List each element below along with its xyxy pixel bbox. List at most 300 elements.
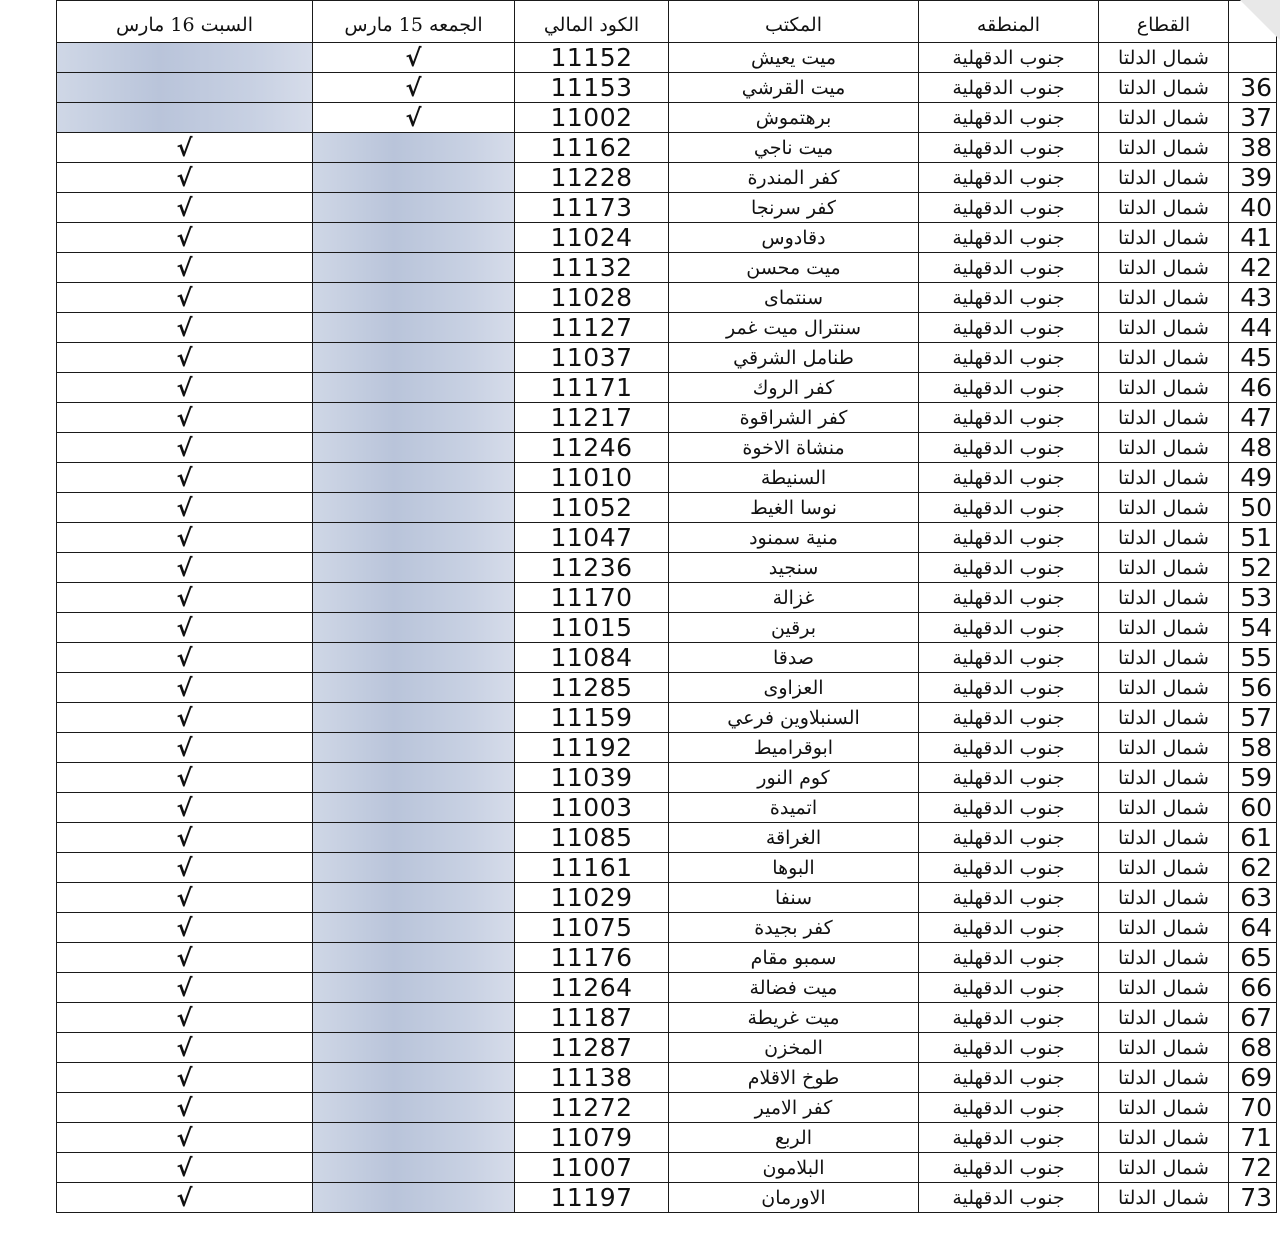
cell-sector: شمال الدلتا [1099,283,1229,313]
cell-code: 11075 [515,913,669,943]
cell-sector: شمال الدلتا [1099,1063,1229,1093]
cell-office: السنيطة [669,463,919,493]
cell-code: 11159 [515,703,669,733]
row-number: 60 [1229,793,1277,823]
cell-office: صدقا [669,643,919,673]
cell-sector: شمال الدلتا [1099,643,1229,673]
table-row [57,403,1277,433]
cell-sector: شمال الدلتا [1099,823,1229,853]
cell-region: جنوب الدقهلية [919,133,1099,163]
header-code: الكود المالي [515,1,669,43]
cell-sector: شمال الدلتا [1099,163,1229,193]
table-row [57,1123,1277,1153]
cell-sat: √ [57,973,313,1003]
cell-sat: √ [57,1183,313,1213]
cell-sector: شمال الدلتا [1099,703,1229,733]
table-row [57,1003,1277,1033]
cell-fri [313,283,515,313]
cell-code: 11039 [515,763,669,793]
cell-sat: √ [57,463,313,493]
table-row [57,103,1277,133]
table-row [57,823,1277,853]
cell-fri [313,493,515,523]
cell-region: جنوب الدقهلية [919,103,1099,133]
row-number: 41 [1229,223,1277,253]
row-number: 45 [1229,343,1277,373]
cell-office: البوها [669,853,919,883]
cell-fri [313,553,515,583]
cell-office: سنترال ميت غمر [669,313,919,343]
cell-sector: شمال الدلتا [1099,943,1229,973]
row-number: 63 [1229,883,1277,913]
cell-sat: √ [57,343,313,373]
cell-sector: شمال الدلتا [1099,853,1229,883]
cell-fri: √ [313,43,515,73]
cell-fri [313,313,515,343]
cell-office: طوخ الاقلام [669,1063,919,1093]
cell-code: 11285 [515,673,669,703]
table-row [57,643,1277,673]
cell-sector: شمال الدلتا [1099,313,1229,343]
table-row [57,853,1277,883]
cell-region: جنوب الدقهلية [919,313,1099,343]
cell-office: كفر بجيدة [669,913,919,943]
table-row [57,253,1277,283]
table-row [57,1183,1277,1213]
cell-region: جنوب الدقهلية [919,223,1099,253]
table-row [57,73,1277,103]
cell-region: جنوب الدقهلية [919,1153,1099,1183]
cell-code: 11171 [515,373,669,403]
header-sat: السبت 16 مارس [57,1,313,43]
cell-office: ميت ناجي [669,133,919,163]
cell-sector: شمال الدلتا [1099,253,1229,283]
cell-sector: شمال الدلتا [1099,403,1229,433]
cell-sat: √ [57,553,313,583]
row-number: 58 [1229,733,1277,763]
cell-fri [313,1003,515,1033]
row-number: 47 [1229,403,1277,433]
cell-code: 11010 [515,463,669,493]
table-row [57,373,1277,403]
row-number [1229,43,1277,73]
cell-sat: √ [57,433,313,463]
row-number: 71 [1229,1123,1277,1153]
table-header [57,1,1277,43]
cell-sector: شمال الدلتا [1099,493,1229,523]
cell-office: غزالة [669,583,919,613]
cell-office: كفر الروك [669,373,919,403]
cell-sector: شمال الدلتا [1099,193,1229,223]
cell-code: 11007 [515,1153,669,1183]
table-row [57,583,1277,613]
table-row [57,133,1277,163]
cell-fri [313,193,515,223]
cell-region: جنوب الدقهلية [919,253,1099,283]
row-number: 72 [1229,1153,1277,1183]
cell-region: جنوب الدقهلية [919,523,1099,553]
cell-region: جنوب الدقهلية [919,163,1099,193]
header-office: المكتب [669,1,919,43]
cell-sector: شمال الدلتا [1099,613,1229,643]
cell-sat: √ [57,373,313,403]
page-corner-fold [1240,0,1280,40]
table-row [57,283,1277,313]
row-number: 39 [1229,163,1277,193]
cell-code: 11217 [515,403,669,433]
cell-region: جنوب الدقهلية [919,1003,1099,1033]
row-number: 42 [1229,253,1277,283]
table-row [57,973,1277,1003]
cell-region: جنوب الدقهلية [919,43,1099,73]
cell-code: 11236 [515,553,669,583]
row-number: 55 [1229,643,1277,673]
row-number: 73 [1229,1183,1277,1213]
cell-code: 11015 [515,613,669,643]
cell-office: كفر سرنجا [669,193,919,223]
cell-region: جنوب الدقهلية [919,463,1099,493]
cell-sector: شمال الدلتا [1099,673,1229,703]
table-row [57,433,1277,463]
cell-fri [313,523,515,553]
table-row [57,1153,1277,1183]
cell-code: 11037 [515,343,669,373]
cell-office: ميت القرشي [669,73,919,103]
cell-fri [313,913,515,943]
cell-sat: √ [57,223,313,253]
cell-region: جنوب الدقهلية [919,583,1099,613]
cell-sat: √ [57,313,313,343]
table-row [57,673,1277,703]
cell-code: 11029 [515,883,669,913]
row-number: 37 [1229,103,1277,133]
cell-code: 11127 [515,313,669,343]
row-number: 46 [1229,373,1277,403]
cell-sector: شمال الدلتا [1099,793,1229,823]
cell-fri [313,133,515,163]
cell-sat: √ [57,1153,313,1183]
cell-sat [57,103,313,133]
table-row [57,1033,1277,1063]
cell-sat: √ [57,763,313,793]
cell-office: العزاوى [669,673,919,703]
row-number: 64 [1229,913,1277,943]
cell-office: منشاة الاخوة [669,433,919,463]
row-number: 70 [1229,1093,1277,1123]
cell-fri [313,1033,515,1063]
table-row [57,163,1277,193]
cell-fri [313,373,515,403]
cell-sector: شمال الدلتا [1099,1093,1229,1123]
cell-sat: √ [57,1063,313,1093]
cell-code: 11176 [515,943,669,973]
cell-sector: شمال الدلتا [1099,553,1229,583]
cell-region: جنوب الدقهلية [919,1093,1099,1123]
cell-region: جنوب الدقهلية [919,883,1099,913]
cell-office: نوسا الغيط [669,493,919,523]
cell-code: 11152 [515,43,669,73]
row-number: 36 [1229,73,1277,103]
table-row [57,523,1277,553]
cell-office: طنامل الشرقي [669,343,919,373]
cell-office: ابوقراميط [669,733,919,763]
cell-office: البلامون [669,1153,919,1183]
cell-code: 11264 [515,973,669,1003]
cell-region: جنوب الدقهلية [919,493,1099,523]
cell-code: 11187 [515,1003,669,1033]
table-row [57,943,1277,973]
cell-office: برقين [669,613,919,643]
cell-sector: شمال الدلتا [1099,1123,1229,1153]
cell-office: ميت غريطة [669,1003,919,1033]
cell-sector: شمال الدلتا [1099,463,1229,493]
cell-fri [313,1093,515,1123]
cell-office: دقادوس [669,223,919,253]
cell-sat: √ [57,703,313,733]
cell-code: 11047 [515,523,669,553]
cell-office: السنبلاوين فرعي [669,703,919,733]
cell-sector: شمال الدلتا [1099,523,1229,553]
table-row [57,733,1277,763]
cell-code: 11079 [515,1123,669,1153]
table-row [57,1093,1277,1123]
cell-region: جنوب الدقهلية [919,973,1099,1003]
cell-office: اتميدة [669,793,919,823]
cell-region: جنوب الدقهلية [919,823,1099,853]
table-row [57,793,1277,823]
cell-sector: شمال الدلتا [1099,973,1229,1003]
row-number: 49 [1229,463,1277,493]
cell-office: ميت محسن [669,253,919,283]
cell-fri [313,403,515,433]
row-number: 59 [1229,763,1277,793]
row-number: 69 [1229,1063,1277,1093]
cell-region: جنوب الدقهلية [919,1033,1099,1063]
cell-fri [313,973,515,1003]
cell-region: جنوب الدقهلية [919,403,1099,433]
cell-office: سنتماى [669,283,919,313]
cell-sat: √ [57,1123,313,1153]
cell-office: الغراقة [669,823,919,853]
table-row [57,913,1277,943]
cell-region: جنوب الدقهلية [919,703,1099,733]
cell-sat: √ [57,883,313,913]
cell-sector: شمال الدلتا [1099,583,1229,613]
row-number: 44 [1229,313,1277,343]
cell-sat: √ [57,163,313,193]
row-number: 65 [1229,943,1277,973]
cell-sat: √ [57,643,313,673]
cell-code: 11002 [515,103,669,133]
cell-region: جنوب الدقهلية [919,283,1099,313]
cell-office: ميت يعيش [669,43,919,73]
cell-office: كفر المندرة [669,163,919,193]
cell-fri [313,853,515,883]
cell-office: ميت فضالة [669,973,919,1003]
row-number: 66 [1229,973,1277,1003]
cell-code: 11197 [515,1183,669,1213]
cell-sat: √ [57,1093,313,1123]
table-body [57,43,1277,1213]
table-row [57,553,1277,583]
cell-code: 11132 [515,253,669,283]
cell-sat: √ [57,1003,313,1033]
cell-sat: √ [57,193,313,223]
table-row [57,493,1277,523]
row-number: 53 [1229,583,1277,613]
cell-region: جنوب الدقهلية [919,913,1099,943]
cell-code: 11003 [515,793,669,823]
cell-code: 11272 [515,1093,669,1123]
cell-code: 11153 [515,73,669,103]
cell-office: كفر الامير [669,1093,919,1123]
schedule-table [56,0,1277,1213]
cell-sector: شمال الدلتا [1099,1153,1229,1183]
table-row [57,703,1277,733]
cell-region: جنوب الدقهلية [919,643,1099,673]
cell-fri: √ [313,103,515,133]
header-sector: القطاع [1099,1,1229,43]
cell-sector: شمال الدلتا [1099,433,1229,463]
cell-region: جنوب الدقهلية [919,1063,1099,1093]
cell-fri [313,643,515,673]
cell-code: 11024 [515,223,669,253]
cell-region: جنوب الدقهلية [919,733,1099,763]
cell-sat: √ [57,133,313,163]
cell-code: 11084 [515,643,669,673]
row-number: 57 [1229,703,1277,733]
cell-fri [313,823,515,853]
row-number: 61 [1229,823,1277,853]
cell-region: جنوب الدقهلية [919,853,1099,883]
cell-sat: √ [57,283,313,313]
cell-sat [57,73,313,103]
cell-code: 11028 [515,283,669,313]
cell-sat: √ [57,583,313,613]
cell-sat: √ [57,493,313,523]
cell-sector: شمال الدلتا [1099,43,1229,73]
cell-fri [313,343,515,373]
cell-fri [313,1183,515,1213]
cell-fri [313,1153,515,1183]
cell-fri [313,583,515,613]
cell-sector: شمال الدلتا [1099,763,1229,793]
cell-code: 11161 [515,853,669,883]
cell-office: سنجيد [669,553,919,583]
cell-region: جنوب الدقهلية [919,943,1099,973]
cell-code: 11173 [515,193,669,223]
cell-region: جنوب الدقهلية [919,193,1099,223]
cell-code: 11192 [515,733,669,763]
cell-fri [313,883,515,913]
cell-code: 11170 [515,583,669,613]
cell-office: سمبو مقام [669,943,919,973]
cell-region: جنوب الدقهلية [919,793,1099,823]
cell-fri [313,943,515,973]
cell-fri [313,673,515,703]
cell-code: 11085 [515,823,669,853]
table-row [57,313,1277,343]
cell-sector: شمال الدلتا [1099,1033,1229,1063]
cell-fri [313,703,515,733]
cell-fri [313,223,515,253]
cell-sat: √ [57,253,313,283]
cell-sat: √ [57,793,313,823]
cell-code: 11052 [515,493,669,523]
cell-sat: √ [57,823,313,853]
cell-fri [313,763,515,793]
cell-office: الربع [669,1123,919,1153]
cell-sat: √ [57,523,313,553]
cell-fri [313,1123,515,1153]
table-row [57,223,1277,253]
cell-sat: √ [57,613,313,643]
cell-sector: شمال الدلتا [1099,103,1229,133]
row-number: 67 [1229,1003,1277,1033]
cell-sat: √ [57,913,313,943]
table-row [57,193,1277,223]
cell-region: جنوب الدقهلية [919,553,1099,583]
row-number: 38 [1229,133,1277,163]
header-region: المنطقه [919,1,1099,43]
cell-office: المخزن [669,1033,919,1063]
cell-region: جنوب الدقهلية [919,1123,1099,1153]
header-fri: الجمعه 15 مارس [313,1,515,43]
cell-sat: √ [57,673,313,703]
cell-fri [313,433,515,463]
table-row [57,343,1277,373]
cell-sector: شمال الدلتا [1099,883,1229,913]
cell-region: جنوب الدقهلية [919,433,1099,463]
cell-sat: √ [57,853,313,883]
table-row [57,463,1277,493]
row-number: 40 [1229,193,1277,223]
row-number: 54 [1229,613,1277,643]
cell-sat: √ [57,733,313,763]
cell-sector: شمال الدلتا [1099,1003,1229,1033]
cell-sector: شمال الدلتا [1099,733,1229,763]
row-number: 50 [1229,493,1277,523]
table-row [57,883,1277,913]
cell-office: كفر الشراقوة [669,403,919,433]
cell-sat: √ [57,403,313,433]
row-number: 51 [1229,523,1277,553]
cell-fri: √ [313,73,515,103]
cell-code: 11287 [515,1033,669,1063]
cell-fri [313,463,515,493]
table-row [57,43,1277,73]
cell-office: كوم النور [669,763,919,793]
cell-office: الاورمان [669,1183,919,1213]
cell-code: 11162 [515,133,669,163]
cell-sector: شمال الدلتا [1099,223,1229,253]
schedule-sheet [56,0,1276,1250]
cell-code: 11228 [515,163,669,193]
cell-region: جنوب الدقهلية [919,673,1099,703]
cell-fri [313,613,515,643]
row-number: 62 [1229,853,1277,883]
row-number: 56 [1229,673,1277,703]
cell-fri [313,253,515,283]
cell-sat: √ [57,943,313,973]
cell-sector: شمال الدلتا [1099,1183,1229,1213]
table-row [57,613,1277,643]
row-number: 43 [1229,283,1277,313]
table-row [57,1063,1277,1093]
cell-fri [313,163,515,193]
cell-region: جنوب الدقهلية [919,373,1099,403]
header-row [57,1,1277,43]
